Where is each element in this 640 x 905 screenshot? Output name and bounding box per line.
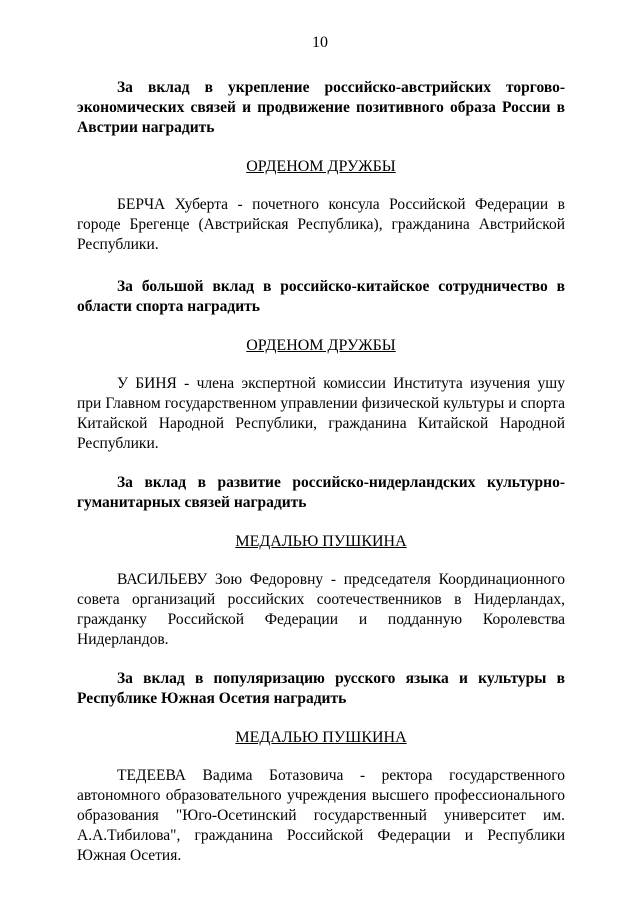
section-heading: За большой вклад в российско-китайское сотрудничество в области спорта наградить [77,278,565,315]
award-title: МЕДАЛЬЮ ПУШКИНА [235,729,407,746]
award-title: ОРДЕНОМ ДРУЖБЫ [246,337,396,354]
page-number: 10 [312,34,328,51]
recipient-text: ТЕДЕЕВА Вадима Ботазовича - ректора государственного автономного образовательного учреждения высшего профессионального образования "Юго-Осетинский государственный университет им. А.А.Тибилова", гражданина Российской Федерации и Республики Южная Осетия. [77,767,565,864]
award-section [77,277,565,454]
award-section [77,473,565,650]
recipient-text: У БИНЯ - члена экспертной комиссии Института изучения ушу при Главном государственном управлении физической культуры и спорта Китайской Народной Республики, гражданина Китайской Народной Республики. [77,375,565,452]
award-title: МЕДАЛЬЮ ПУШКИНА [235,533,407,550]
document-body [77,78,565,866]
award-section [77,669,565,866]
award-title: ОРДЕНОМ ДРУЖБЫ [246,158,396,175]
section-heading: За вклад в популяризацию русского языка и культуры в Республике Южная Осетия наградить [77,670,565,707]
section-heading: За вклад в укрепление российско-австрийских торгово-экономических связей и продвижение позитивного образа России в Австрии наградить [77,79,565,136]
recipient-text: ВАСИЛЬЕВУ Зою Федоровну - председателя Координационного совета организаций российских соотечественников в Нидерландах, гражданку Российской Федерации и подданную Королевства Нидерландов. [77,571,565,648]
recipient-text: БЕРЧА Хуберта - почетного консула Российской Федерации в городе Брегенце (Австрийская Республика), гражданина Австрийской Республики. [77,196,565,253]
section-heading: За вклад в развитие российско-нидерландских культурно-гуманитарных связей наградить [77,474,565,511]
award-section [77,78,565,255]
